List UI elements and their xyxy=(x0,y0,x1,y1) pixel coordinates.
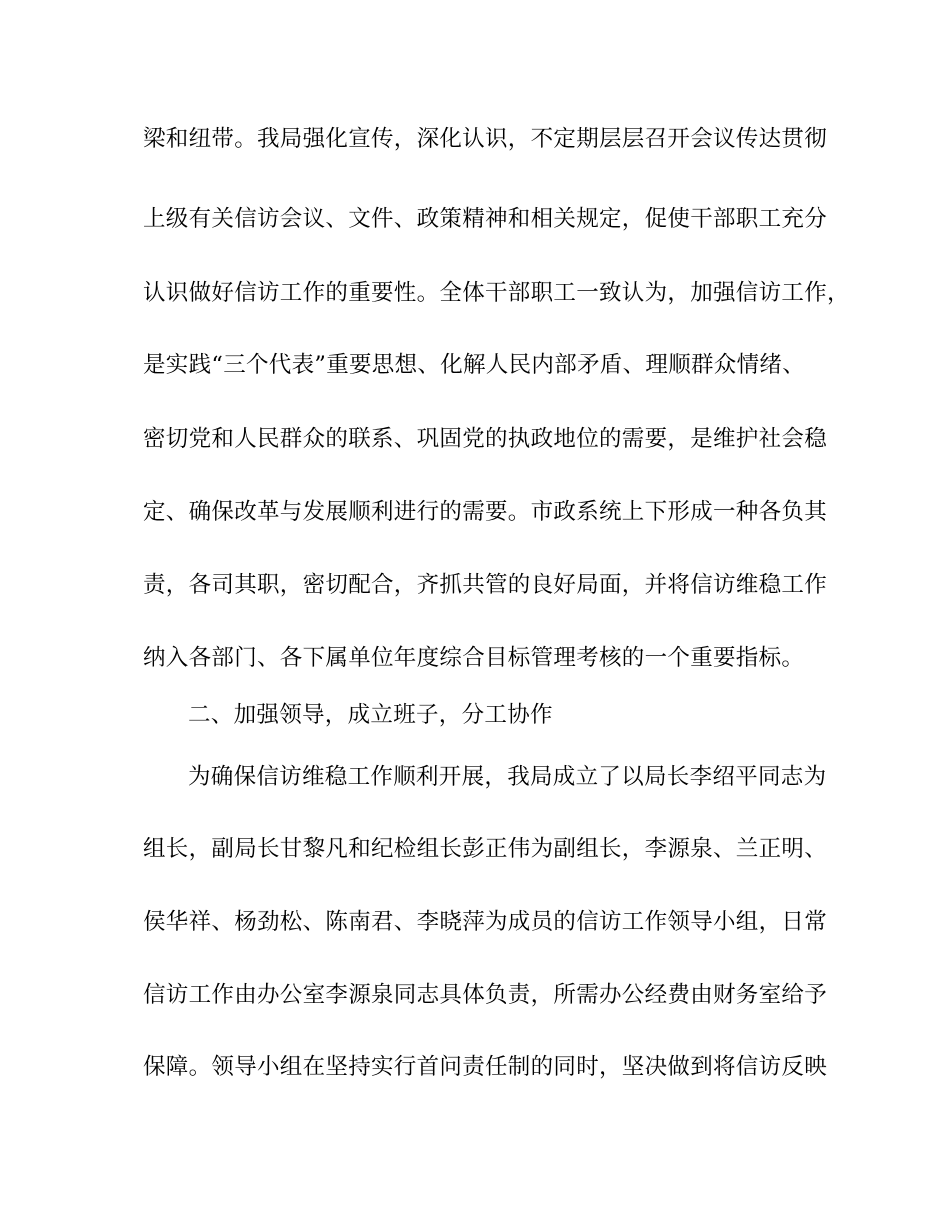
paragraph-line: 保障。领导小组在坚持实行首问责任制的同时，坚决做到将信访反映 xyxy=(143,1054,828,1080)
paragraph-line: 责，各司其职，密切配合，齐抓共管的良好局面，并将信访维稳工作 xyxy=(143,572,828,598)
paragraph-line: 纳入各部门、各下属单位年度综合目标管理考核的一个重要指标。 xyxy=(143,645,805,671)
paragraph-line: 信访工作由办公室李源泉同志具体负责，所需办公经费由财务室给予 xyxy=(143,982,828,1008)
paragraph-line: 认识做好信访工作的重要性。全体干部职工一致认为，加强信访工作， xyxy=(143,280,850,306)
paragraph-line: 是实践“三个代表”重要思想、化解人民内部矛盾、理顺群众情绪、 xyxy=(143,352,806,378)
paragraph-line: 梁和纽带。我局强化宣传，深化认识，不定期层层召开会议传达贯彻 xyxy=(143,126,828,152)
paragraph-line: 密切党和人民群众的联系、巩固党的执政地位的需要，是维护社会稳 xyxy=(143,426,828,452)
paragraph-line: 为确保信访维稳工作顺利开展，我局成立了以局长李绍平同志为 xyxy=(188,764,827,790)
paragraph-line: 侯华祥、杨劲松、陈南君、李晓萍为成员的信访工作领导小组，日常 xyxy=(143,909,828,935)
paragraph-line: 定、确保改革与发展顺利进行的需要。市政系统上下形成一种各负其 xyxy=(143,499,828,525)
section-heading: 二、加强领导，成立班子，分工协作 xyxy=(188,702,553,728)
paragraph-line: 组长，副局长甘黎凡和纪检组长彭正伟为副组长，李源泉、兰正明、 xyxy=(143,836,828,862)
paragraph-line: 上级有关信访会议、文件、政策精神和相关规定，促使干部职工充分 xyxy=(143,206,828,232)
